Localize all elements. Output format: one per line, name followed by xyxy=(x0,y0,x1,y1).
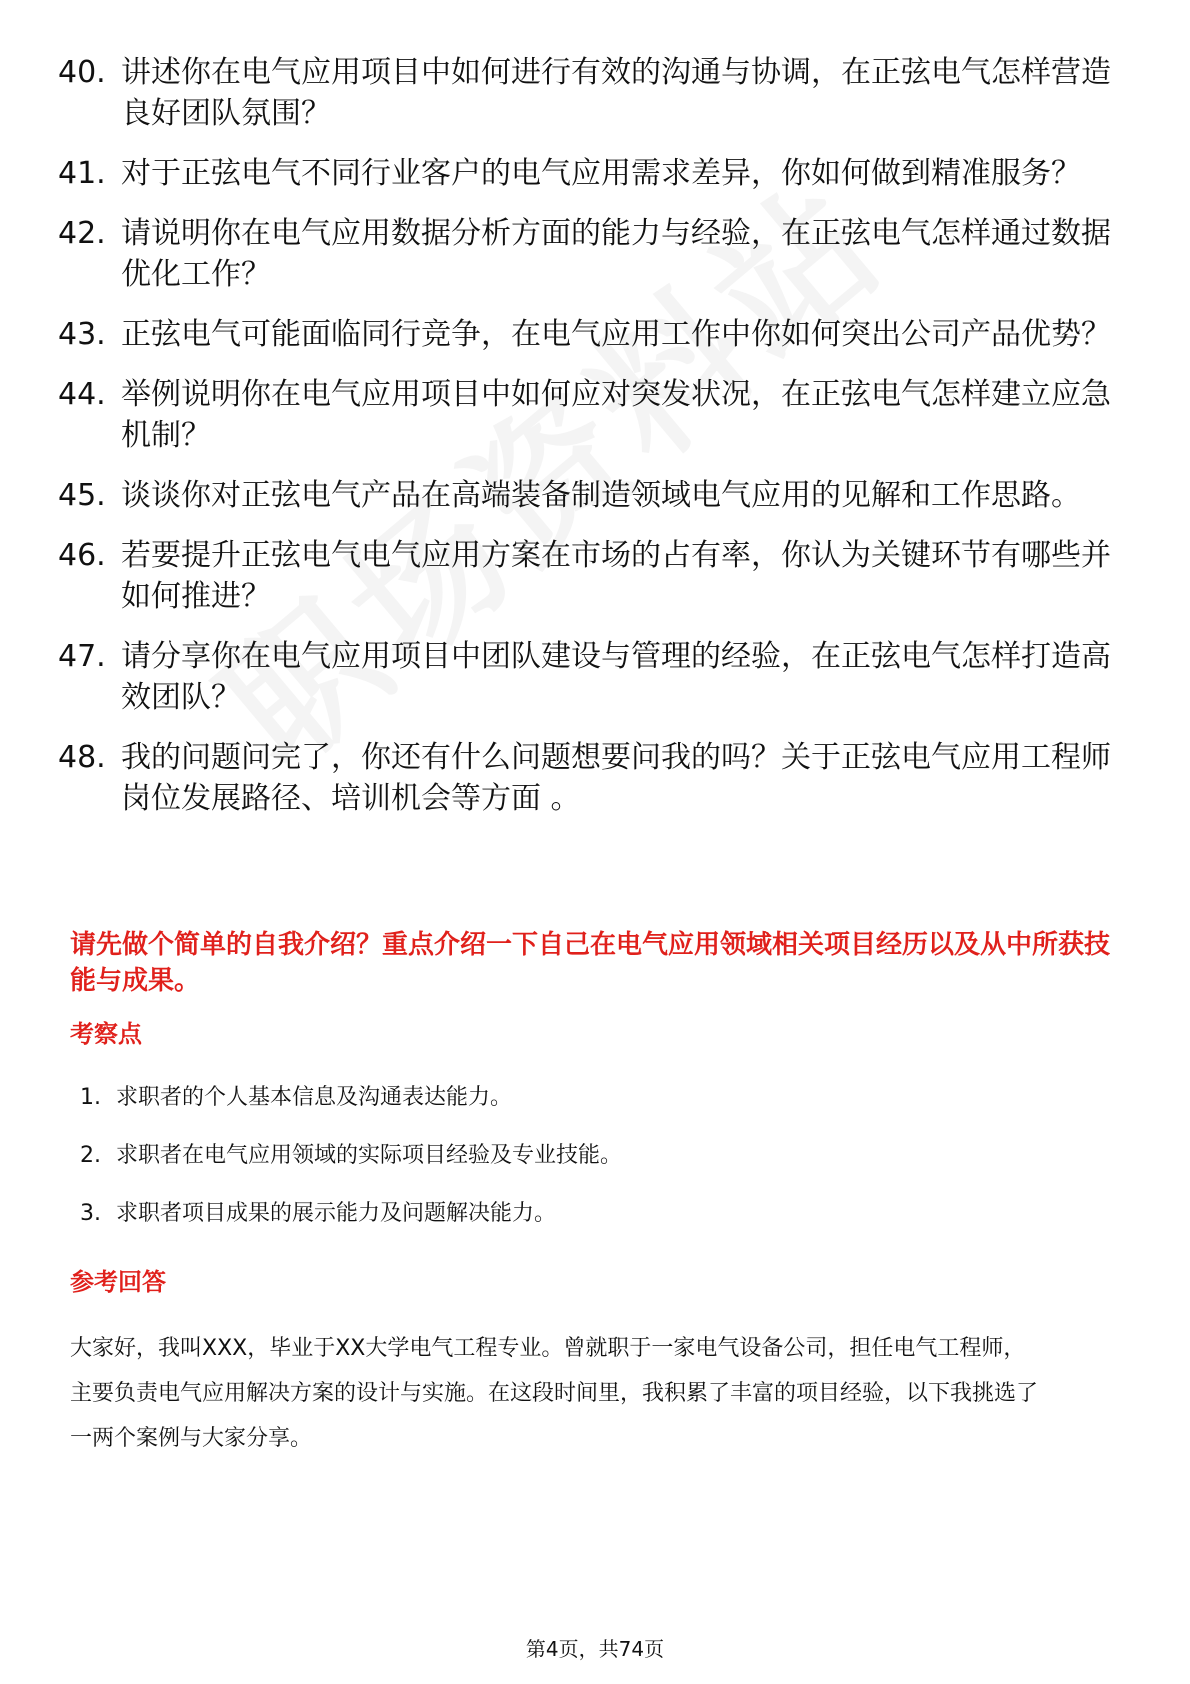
question-item xyxy=(58,737,1118,819)
key-point-item xyxy=(80,1140,622,1172)
key-point-item xyxy=(80,1082,622,1114)
question-number: 45. xyxy=(58,478,106,513)
question-number: 42. xyxy=(58,216,106,251)
question-item xyxy=(58,535,1118,617)
reference-answer-text: 大家好，我叫XXX，毕业于XX大学电气工程专业。曾就职于一家电气设备公司，担任电气工程师，主要负责电气应用解决方案的设计与实施。在这段时间里，我积累了丰富的项目经验，以下我挑选了一两个案例与大家分享。 xyxy=(70,1336,1039,1451)
page-number: 第4页，共74页 xyxy=(525,1637,665,1661)
question-number: 48. xyxy=(58,740,106,775)
question-number: 40. xyxy=(58,55,106,90)
question-text: 谈谈你对正弦电气产品在高端装备制造领域电气应用的见解和工作思路。 xyxy=(121,478,1081,513)
question-text: 若要提升正弦电气电气应用方案在市场的占有率，你认为关键环节有哪些并如何推进？ xyxy=(121,538,1111,614)
question-item xyxy=(58,52,1118,134)
featured-question-heading: 请先做个简单的自我介绍？重点介绍一下自己在电气应用领域相关项目经历以及从中所获技能与成果。 xyxy=(70,930,1111,996)
key-point-text: 求职者项目成果的展示能力及问题解决能力。 xyxy=(116,1201,557,1226)
question-item xyxy=(58,636,1118,718)
key-point-number: 3. xyxy=(80,1201,101,1226)
question-item xyxy=(58,475,1118,516)
question-number: 41. xyxy=(58,156,106,191)
question-text: 请说明你在电气应用数据分析方面的能力与经验，在正弦电气怎样通过数据优化工作？ xyxy=(121,216,1111,292)
question-item xyxy=(58,374,1118,456)
question-text: 对于正弦电气不同行业客户的电气应用需求差异，你如何做到精准服务？ xyxy=(121,156,1081,191)
key-point-text: 求职者在电气应用领域的实际项目经验及专业技能。 xyxy=(116,1143,623,1168)
question-number: 43. xyxy=(58,317,106,352)
question-number: 44. xyxy=(58,377,106,412)
question-text: 举例说明你在电气应用项目中如何应对突发状况，在正弦电气怎样建立应急机制？ xyxy=(121,377,1111,453)
question-text: 讲述你在电气应用项目中如何进行有效的沟通与协调，在正弦电气怎样营造良好团队氛围？ xyxy=(121,55,1111,131)
question-list xyxy=(58,52,1118,838)
key-point-number: 2. xyxy=(80,1143,101,1168)
key-point-item xyxy=(80,1198,622,1230)
key-point-text: 求职者的个人基本信息及沟通表达能力。 xyxy=(116,1085,513,1110)
question-item xyxy=(58,213,1118,295)
question-text: 请分享你在电气应用项目中团队建设与管理的经验，在正弦电气怎样打造高效团队？ xyxy=(121,639,1111,715)
question-text: 正弦电气可能面临同行竞争，在电气应用工作中你如何突出公司产品优势？ xyxy=(121,317,1111,352)
question-item xyxy=(58,153,1118,194)
question-number: 46. xyxy=(58,538,106,573)
question-number: 47. xyxy=(58,639,106,674)
question-item xyxy=(58,314,1118,355)
key-point-number: 1. xyxy=(80,1085,101,1110)
key-points-list xyxy=(80,1082,622,1256)
key-points-label: 考察点 xyxy=(70,1020,142,1048)
reference-answer-label: 参考回答 xyxy=(70,1268,166,1296)
question-text: 我的问题问完了，你还有什么问题想要问我的吗？关于正弦电气应用工程师岗位发展路径、培训机会等方面 。 xyxy=(121,740,1111,816)
